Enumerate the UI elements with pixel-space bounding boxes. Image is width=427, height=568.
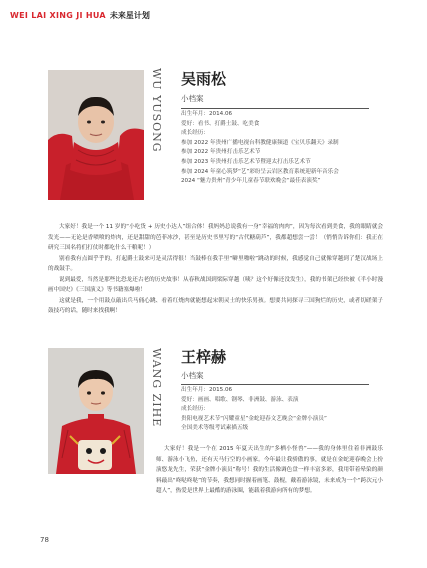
- bio-paragraph: 大家好！我是一个在 2015 年夏天出生的“多栖小怪兽”——我的身体里住着非洲鼓乐师、游泳小飞鱼，还有天马行空的小画家。今年最让我骄傲的事，就是在金蛇迎春晚会上扮演悠龙先生，荣获“金牌小演员”称号！我的生活像调色盘一样丰富多彩，我用带着晕染的颜料敲出“咚哒咚哒”的节奏，我想同时握着画笔、鼓棍，戴着游泳镜，未来成为一个“跨次元小超人”，热爱是世界上最酷的游泳圈，能载着我游向所有的梦想。: [156, 446, 383, 494]
- profile-subtitle: 小档案: [181, 371, 204, 380]
- profile-bio: [48, 222, 383, 317]
- info-line: 贵阳电视艺术节“闪耀童星”金蛇迎春文艺晚会“金牌小演员”: [181, 415, 327, 422]
- info-line: 成长经历：: [181, 130, 209, 137]
- bio-paragraph: 说到最爱，当然是那些比恐龙还古老的历史故事！从春秋战国到梁际穿越（咦？这个好像还没发生），我的书架已经快被《半小时漫画中国史》《三国演义》等书籍塞爆啦！: [48, 276, 383, 293]
- info-line: 2024 “魅力贵州”青少年儿童春节联欢晚会“最佳表演奖”: [181, 178, 321, 185]
- series-title-cn: 未来星计划: [109, 11, 150, 20]
- info-line: 参加 2022 年贵州广播电视台科教健康频道《宝贝乐翻天》录制: [181, 139, 339, 146]
- profile-bio: [48, 444, 383, 497]
- info-line: 全国美术等级考试素描五级: [181, 425, 249, 432]
- series-header: [10, 10, 150, 21]
- info-line: 出生年月：2014.06: [181, 111, 233, 117]
- info-line: 参加 2022 年贵州打击乐艺术节: [181, 149, 261, 156]
- info-line: 爱好：看书、打爵士鼓、吃美食: [181, 120, 260, 127]
- page-number: 78: [40, 536, 49, 544]
- info-line: 出生年月：2015.06: [181, 387, 233, 393]
- profile-photo-wu-yusong: [48, 70, 144, 200]
- info-line: 爱好：画画、唱歌、钢琴、非洲鼓、游泳、表演: [181, 396, 299, 403]
- info-line: 参加 2023 年贵州打击乐艺术节暨迎太打击乐艺术节: [181, 158, 311, 165]
- divider-line: [181, 108, 369, 109]
- name-pinyin-vertical: WANG ZIHE: [150, 348, 163, 428]
- profile-name: 吴雨松: [181, 70, 227, 88]
- bio-paragraph: 别看我有点圆乎乎的，打起爵士鼓来可是灵活得很！当鼓棒在我手里“噼里啪啦”跳动的时候，我感觉自己就像穿越到了楚汉战场上的战鼓手。: [48, 255, 383, 272]
- info-line: 成长经历：: [181, 406, 209, 413]
- series-title-en: WEI LAI XING JI HUA: [10, 11, 106, 20]
- divider-line: [181, 384, 369, 385]
- bio-paragraph: 大家好！我是一个 11 岁的“小吃货 + 历史小达人”组合体！我妈妈总说我有一身“幸福的肉肉”，因为每次看到美食，我的眼睛就会发光——无论是香喷喷的炸肉，还是甜甜的芭菲冰沙，甚至是历史书里写的“古代糖葫芦”，我都超想尝一尝！（悄悄告诉你们：我正在研究三国名将们打仗时都吃什么干粮呢！）: [48, 224, 383, 251]
- info-line: 参加 2024 年童心筑梦“艺”彩纷呈云岩区教育系统迎新年音乐会: [181, 168, 339, 175]
- profile-info-list: [181, 110, 339, 187]
- bio-paragraph: 这就是我，一个用鼓点敲出兵马俑心跳、看着红烧肉就能想起宋朝灵士的快乐男孩。想要共同探寻三国狗烂的历史，或者切磋架子鼓技巧的话，随时来找我啊！: [48, 297, 383, 314]
- profile-name: 王梓赫: [181, 348, 227, 366]
- profile-info-list: [181, 386, 327, 434]
- name-pinyin-vertical: WU YUSONG: [150, 68, 163, 153]
- profile-subtitle: 小档案: [181, 94, 204, 103]
